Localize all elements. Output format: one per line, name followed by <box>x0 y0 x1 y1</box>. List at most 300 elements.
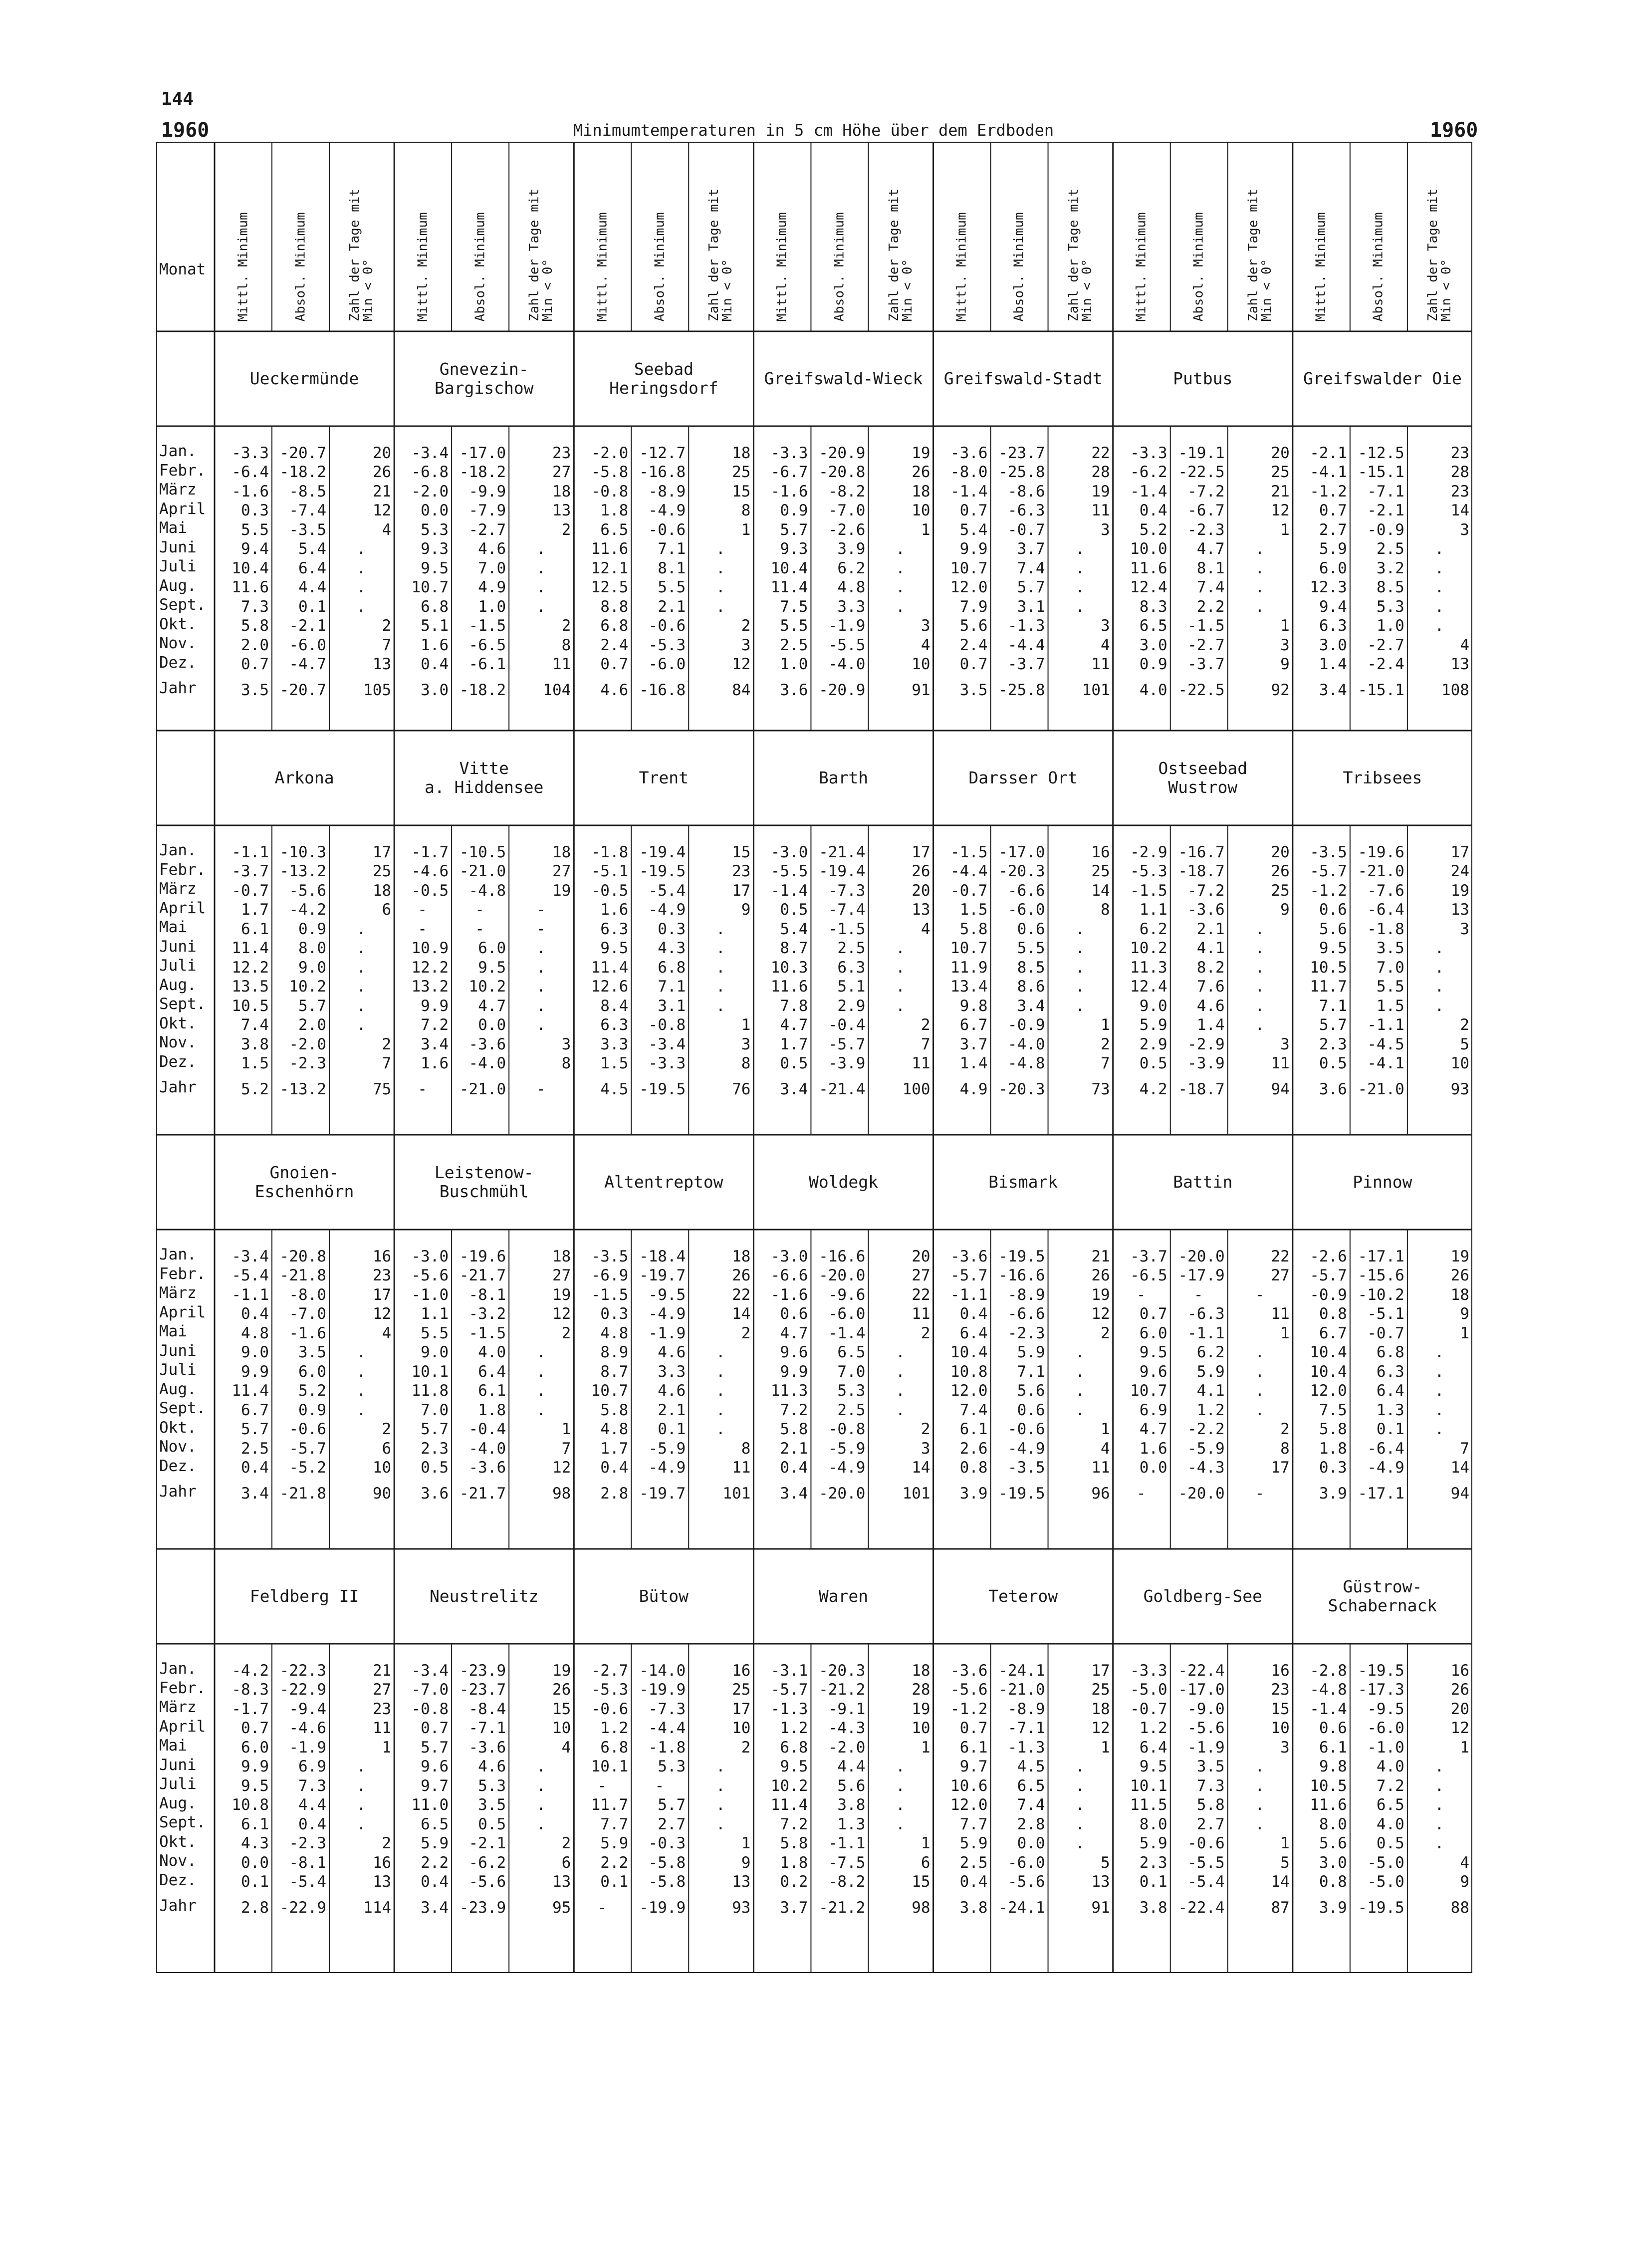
frost-days-cell: . <box>716 1815 725 1833</box>
absolute-minimum-cell: -7.1 <box>468 1719 506 1738</box>
frost-days-cell: 2 <box>1101 1035 1110 1053</box>
mean-minimum-cell: -3.3 <box>232 444 269 462</box>
mean-minimum-cell: - <box>418 920 427 938</box>
column-header: Zahl der Tage mit Min < 0° <box>1245 188 1274 321</box>
annual-absolute-minimum-cell: -18.2 <box>459 681 506 699</box>
frost-days-cell: . <box>1255 1776 1265 1795</box>
mean-minimum-cell: -3.5 <box>1310 843 1347 861</box>
absolute-minimum-cell: 3.5 <box>298 1343 326 1362</box>
absolute-minimum-cell: 2.1 <box>658 1401 686 1419</box>
frost-days-cell: 18 <box>552 482 571 501</box>
month-label: Juni <box>159 1341 197 1360</box>
absolute-minimum-cell: -4.9 <box>828 1459 866 1477</box>
frost-days-cell: 11 <box>1091 655 1110 674</box>
frost-days-cell: . <box>1255 978 1265 996</box>
mean-minimum-cell: 0.4 <box>959 1305 988 1323</box>
absolute-minimum-cell: -4.4 <box>1007 636 1045 654</box>
frost-days-cell: 12 <box>1271 502 1290 520</box>
frost-days-cell: 14 <box>1450 502 1469 520</box>
absolute-minimum-cell: 5.6 <box>837 1776 866 1795</box>
mean-minimum-cell: 6.3 <box>600 1016 629 1034</box>
month-label: Nov. <box>159 1852 197 1870</box>
frost-days-cell: . <box>1255 597 1265 616</box>
frost-days-cell: 13 <box>912 901 930 919</box>
mean-minimum-cell: 10.7 <box>591 1382 629 1400</box>
mean-minimum-cell: 1.8 <box>780 1853 808 1872</box>
absolute-minimum-cell: 4.1 <box>1196 1382 1225 1400</box>
mean-minimum-cell: 13.5 <box>232 978 269 996</box>
frost-days-cell: 9 <box>1460 1305 1469 1323</box>
frost-days-cell: 23 <box>1271 1681 1290 1699</box>
frost-days-cell: 10 <box>912 1719 930 1738</box>
mean-minimum-cell: 5.9 <box>1139 1834 1167 1853</box>
absolute-minimum-cell: -6.4 <box>1367 1439 1404 1458</box>
absolute-minimum-cell: -20.3 <box>998 862 1045 881</box>
mean-minimum-cell: 1.7 <box>600 1439 629 1458</box>
frost-days-cell: 2 <box>382 1420 392 1439</box>
absolute-minimum-cell: -17.1 <box>1358 1247 1404 1265</box>
month-label: Jan. <box>159 1660 197 1678</box>
absolute-minimum-cell: 3.8 <box>837 1796 866 1814</box>
absolute-minimum-cell: 0.9 <box>298 920 326 938</box>
frost-days-cell: 25 <box>1091 862 1110 881</box>
mean-minimum-cell: 3.7 <box>959 1035 988 1053</box>
frost-days-cell: . <box>1434 1815 1444 1833</box>
annual-frost-days-cell: 95 <box>552 1898 571 1917</box>
mean-minimum-cell: 9.8 <box>959 997 988 1015</box>
annual-frost-days-cell: - <box>536 1080 546 1098</box>
mean-minimum-cell: 5.8 <box>241 617 269 635</box>
mean-minimum-cell: 9.0 <box>421 1343 449 1362</box>
frost-days-cell: 20 <box>912 1247 930 1265</box>
absolute-minimum-cell: 5.9 <box>1017 1343 1045 1362</box>
frost-days-cell: 1 <box>1460 1738 1469 1757</box>
month-label: März <box>159 880 197 898</box>
mean-minimum-cell: 6.7 <box>959 1016 988 1034</box>
mean-minimum-cell: -4.4 <box>950 862 988 881</box>
frost-days-cell: . <box>536 939 546 958</box>
absolute-minimum-cell: 5.2 <box>298 1382 326 1400</box>
frost-days-cell: . <box>896 1382 905 1400</box>
mean-minimum-cell: 9.3 <box>780 540 808 558</box>
absolute-minimum-cell: -19.5 <box>998 1247 1045 1265</box>
absolute-minimum-cell: -1.1 <box>1187 1324 1225 1342</box>
frost-days-cell: . <box>1255 578 1265 597</box>
absolute-minimum-cell: -19.4 <box>819 862 866 881</box>
annual-frost-days-cell: 108 <box>1441 681 1469 699</box>
month-label: Mai <box>159 1737 187 1755</box>
mean-minimum-cell: 9.7 <box>421 1776 449 1795</box>
absolute-minimum-cell: -7.0 <box>289 1305 326 1323</box>
frost-days-cell: . <box>1255 1401 1265 1419</box>
mean-minimum-cell: 0.0 <box>1139 1459 1167 1477</box>
absolute-minimum-cell: -4.6 <box>289 1719 326 1738</box>
absolute-minimum-cell: -0.7 <box>1007 520 1045 539</box>
annual-absolute-minimum-cell: -23.9 <box>459 1898 506 1917</box>
absolute-minimum-cell: 0.6 <box>1017 1401 1045 1419</box>
mean-minimum-cell: 11.4 <box>232 939 269 958</box>
mean-minimum-cell: 9.4 <box>241 540 269 558</box>
absolute-minimum-cell: -5.6 <box>1187 1719 1225 1738</box>
frost-days-cell: 13 <box>1091 1873 1110 1891</box>
absolute-minimum-cell: 9.0 <box>298 958 326 977</box>
absolute-minimum-cell: -5.2 <box>289 1459 326 1477</box>
absolute-minimum-cell: 7.1 <box>658 540 686 558</box>
absolute-minimum-cell: -17.3 <box>1358 1681 1404 1699</box>
absolute-minimum-cell: -18.4 <box>639 1247 686 1265</box>
absolute-minimum-cell: -2.3 <box>1187 520 1225 539</box>
mean-minimum-cell: 5.9 <box>1319 540 1347 558</box>
mean-minimum-cell: -3.3 <box>1130 1661 1167 1680</box>
mean-minimum-cell: -5.0 <box>1130 1681 1167 1699</box>
frost-days-cell: 8 <box>741 502 751 520</box>
absolute-minimum-cell: -5.6 <box>1007 1873 1045 1891</box>
annual-frost-days-cell: 84 <box>732 681 751 699</box>
frost-days-cell: . <box>356 1382 366 1400</box>
frost-days-cell: . <box>356 920 366 938</box>
absolute-minimum-cell: 6.4 <box>1376 1382 1404 1400</box>
mean-minimum-cell: 5.5 <box>780 617 808 635</box>
absolute-minimum-cell: 2.7 <box>658 1815 686 1833</box>
absolute-minimum-cell: -20.9 <box>819 444 866 462</box>
absolute-minimum-cell: -1.9 <box>828 617 866 635</box>
station-name: Teterow <box>988 1586 1058 1606</box>
frost-days-cell: . <box>716 1796 725 1814</box>
frost-days-cell: . <box>1075 920 1085 938</box>
mean-minimum-cell: 6.9 <box>1139 1401 1167 1419</box>
frost-days-cell: 4 <box>382 1324 392 1342</box>
absolute-minimum-cell: -3.6 <box>1187 901 1225 919</box>
frost-days-cell: . <box>1075 1401 1085 1419</box>
absolute-minimum-cell: -0.8 <box>828 1420 866 1439</box>
station-name: Gnoien- Eschenhörn <box>254 1163 354 1201</box>
mean-minimum-cell: 5.6 <box>1319 1834 1347 1853</box>
mean-minimum-cell: 1.6 <box>421 636 449 654</box>
month-label: Febr. <box>159 860 206 879</box>
mean-minimum-cell: 7.2 <box>780 1401 808 1419</box>
column-header: Mittl. Minimum <box>415 212 430 321</box>
frost-days-cell: 14 <box>732 1305 751 1323</box>
mean-minimum-cell: -3.3 <box>1130 444 1167 462</box>
frost-days-cell: 26 <box>732 1266 751 1285</box>
mean-minimum-cell: 1.6 <box>600 901 629 919</box>
month-label: Jan. <box>159 1246 197 1263</box>
frost-days-cell: 18 <box>372 881 392 900</box>
absolute-minimum-cell: -9.1 <box>828 1700 866 1718</box>
mean-minimum-cell: 4.8 <box>600 1324 629 1342</box>
mean-minimum-cell: 10.2 <box>1130 939 1167 958</box>
frost-days-cell: . <box>1075 559 1085 577</box>
annual-frost-days-cell: 96 <box>1091 1484 1110 1503</box>
annual-frost-days-cell: 93 <box>732 1898 751 1917</box>
mean-minimum-cell: -0.7 <box>950 881 988 900</box>
absolute-minimum-cell: -2.6 <box>828 520 866 539</box>
month-label: Dez. <box>159 1871 197 1889</box>
absolute-minimum-cell: 8.5 <box>1017 958 1045 977</box>
mean-minimum-cell: 0.7 <box>959 502 988 520</box>
annual-mean-minimum-cell: - <box>597 1898 607 1917</box>
absolute-minimum-cell: 3.4 <box>1017 997 1045 1015</box>
column-header: Zahl der Tage mit Min < 0° <box>526 188 556 321</box>
frost-days-cell: 7 <box>1460 1439 1469 1458</box>
month-label: Nov. <box>159 634 197 652</box>
mean-minimum-cell: -6.2 <box>1130 463 1167 482</box>
column-header: Absol. Minimum <box>1011 212 1027 321</box>
station-name: Güstrow- Schabernack <box>1328 1577 1437 1615</box>
absolute-minimum-cell: -14.0 <box>639 1661 686 1680</box>
frost-days-cell: 22 <box>912 1285 930 1304</box>
mean-minimum-cell: -0.9 <box>1310 1285 1347 1304</box>
frost-days-cell: . <box>1434 997 1444 1015</box>
month-label: Juli <box>159 557 197 575</box>
frost-days-cell: . <box>896 958 905 977</box>
absolute-minimum-cell: -6.3 <box>1007 502 1045 520</box>
annual-absolute-minimum-cell: -21.7 <box>459 1484 506 1503</box>
frost-days-cell: 12 <box>372 1305 392 1323</box>
absolute-minimum-cell: -3.9 <box>1187 1054 1225 1073</box>
absolute-minimum-cell: -0.4 <box>468 1420 506 1439</box>
frost-days-cell: 26 <box>912 862 930 881</box>
frost-days-cell: 26 <box>552 1681 571 1699</box>
mean-minimum-cell: 6.0 <box>1139 1324 1167 1342</box>
mean-minimum-cell: 0.4 <box>421 655 449 674</box>
mean-minimum-cell: 3.0 <box>1319 636 1347 654</box>
mean-minimum-cell: -5.8 <box>591 463 629 482</box>
mean-minimum-cell: 12.3 <box>1310 578 1347 597</box>
jahr-label: Jahr <box>159 679 197 697</box>
absolute-minimum-cell: -2.3 <box>289 1834 326 1853</box>
absolute-minimum-cell: 4.8 <box>837 578 866 597</box>
mean-minimum-cell: 10.5 <box>1310 1776 1347 1795</box>
absolute-minimum-cell: -16.7 <box>1178 843 1225 861</box>
absolute-minimum-cell: 6.0 <box>298 1362 326 1381</box>
frost-days-cell: 18 <box>912 482 930 501</box>
absolute-minimum-cell: -2.7 <box>1367 636 1404 654</box>
frost-days-cell: 27 <box>552 463 571 482</box>
frost-days-cell: 2 <box>921 1420 930 1439</box>
mean-minimum-cell: 7.4 <box>959 1401 988 1419</box>
mean-minimum-cell: 1.7 <box>241 901 269 919</box>
frost-days-cell: . <box>896 1776 905 1795</box>
mean-minimum-cell: -3.0 <box>770 1247 808 1265</box>
absolute-minimum-cell: -4.9 <box>648 502 686 520</box>
mean-minimum-cell: 0.8 <box>1319 1873 1347 1891</box>
mean-minimum-cell: 11.8 <box>411 1382 449 1400</box>
frost-days-cell: . <box>1075 1343 1085 1362</box>
frost-days-cell: . <box>536 1758 546 1776</box>
frost-days-cell: 27 <box>552 1266 571 1285</box>
mean-minimum-cell: -1.4 <box>1310 1700 1347 1718</box>
frost-days-cell: 25 <box>732 463 751 482</box>
mean-minimum-cell: -2.0 <box>591 444 629 462</box>
mean-minimum-cell: 0.1 <box>1139 1873 1167 1891</box>
absolute-minimum-cell: 1.4 <box>1196 1016 1225 1034</box>
absolute-minimum-cell: 4.0 <box>1376 1758 1404 1776</box>
mean-minimum-cell: -1.6 <box>770 1285 808 1304</box>
station-name: Tribsees <box>1343 768 1422 788</box>
absolute-minimum-cell: -0.9 <box>1367 520 1404 539</box>
station-name: Greifswalder Oie <box>1303 369 1462 389</box>
frost-days-cell: 10 <box>912 502 930 520</box>
frost-days-cell: . <box>1075 1362 1085 1381</box>
frost-days-cell: 18 <box>1091 1700 1110 1718</box>
mean-minimum-cell: 9.5 <box>600 939 629 958</box>
absolute-minimum-cell: 4.3 <box>658 939 686 958</box>
absolute-minimum-cell: 0.4 <box>298 1815 326 1833</box>
annual-absolute-minimum-cell: -25.8 <box>998 681 1045 699</box>
mean-minimum-cell: 2.3 <box>421 1439 449 1458</box>
frost-days-cell: . <box>1434 1796 1444 1814</box>
absolute-minimum-cell: -19.7 <box>639 1266 686 1285</box>
frost-days-cell: 22 <box>1271 1247 1290 1265</box>
mean-minimum-cell: 2.4 <box>959 636 988 654</box>
absolute-minimum-cell: -16.6 <box>998 1266 1045 1285</box>
mean-minimum-cell: 11.4 <box>770 578 808 597</box>
frost-days-cell: . <box>536 997 546 1015</box>
absolute-minimum-cell: -5.1 <box>1367 1305 1404 1323</box>
frost-days-cell: 26 <box>372 463 392 482</box>
frost-days-cell: . <box>1434 1401 1444 1419</box>
absolute-minimum-cell: 4.7 <box>478 997 506 1015</box>
mean-minimum-cell: 5.3 <box>421 520 449 539</box>
absolute-minimum-cell: -5.7 <box>828 1035 866 1053</box>
mean-minimum-cell: 6.8 <box>600 617 629 635</box>
month-label: Okt. <box>159 1014 197 1032</box>
frost-days-cell: 20 <box>1271 843 1290 861</box>
annual-mean-minimum-cell: 3.9 <box>1319 1484 1347 1503</box>
absolute-minimum-cell: -15.6 <box>1358 1266 1404 1285</box>
absolute-minimum-cell: - <box>475 920 484 938</box>
mean-minimum-cell: 11.6 <box>591 540 629 558</box>
frost-days-cell: . <box>896 939 905 958</box>
column-header: Absol. Minimum <box>472 212 487 321</box>
annual-absolute-minimum-cell: -19.5 <box>998 1484 1045 1503</box>
month-label: Febr. <box>159 461 206 480</box>
mean-minimum-cell: 0.6 <box>1319 901 1347 919</box>
mean-minimum-cell: 1.1 <box>1139 901 1167 919</box>
frost-days-cell: . <box>896 1815 905 1833</box>
mean-minimum-cell: 0.7 <box>959 655 988 674</box>
frost-days-cell: 2 <box>561 520 571 539</box>
frost-days-cell: 1 <box>1280 520 1290 539</box>
month-label: Sept. <box>159 1813 206 1831</box>
mean-minimum-cell: -3.4 <box>411 1661 449 1680</box>
absolute-minimum-cell: 5.9 <box>1196 1362 1225 1381</box>
annual-mean-minimum-cell: 3.0 <box>421 681 449 699</box>
month-label: April <box>159 500 206 518</box>
absolute-minimum-cell: 7.4 <box>1017 1796 1045 1814</box>
year-left: 1960 <box>161 119 210 142</box>
frost-days-cell: . <box>896 559 905 577</box>
mean-minimum-cell: 2.5 <box>959 1853 988 1872</box>
absolute-minimum-cell: -1.5 <box>1187 617 1225 635</box>
mean-minimum-cell: -3.1 <box>770 1661 808 1680</box>
absolute-minimum-cell: 5.5 <box>1017 939 1045 958</box>
mean-minimum-cell: 5.6 <box>1319 920 1347 938</box>
mean-minimum-cell: 2.3 <box>1139 1853 1167 1872</box>
absolute-minimum-cell: -2.4 <box>1367 655 1404 674</box>
frost-days-cell: 11 <box>912 1305 930 1323</box>
mean-minimum-cell: 6.5 <box>421 1815 449 1833</box>
mean-minimum-cell: 0.8 <box>1319 1305 1347 1323</box>
frost-days-cell: 8 <box>561 1054 571 1073</box>
mean-minimum-cell: 4.7 <box>780 1324 808 1342</box>
frost-days-cell: 22 <box>732 1285 751 1304</box>
frost-days-cell: 10 <box>912 655 930 674</box>
absolute-minimum-cell: 5.7 <box>298 997 326 1015</box>
frost-days-cell: 13 <box>552 502 571 520</box>
station-name: Darsser Ort <box>968 768 1078 788</box>
mean-minimum-cell: 4.8 <box>600 1420 629 1439</box>
mean-minimum-cell: 10.1 <box>1130 1776 1167 1795</box>
absolute-minimum-cell: -7.2 <box>1187 482 1225 501</box>
absolute-minimum-cell: 4.6 <box>658 1382 686 1400</box>
frost-days-cell: . <box>1075 1382 1085 1400</box>
frost-days-cell: 11 <box>372 1719 392 1738</box>
absolute-minimum-cell: -19.6 <box>1358 843 1404 861</box>
frost-days-cell: . <box>536 1016 546 1034</box>
frost-days-cell: . <box>536 1776 546 1795</box>
frost-days-cell: 16 <box>1450 1661 1469 1680</box>
frost-days-cell: 20 <box>1271 444 1290 462</box>
frost-days-cell: . <box>1434 597 1444 616</box>
mean-minimum-cell: -6.5 <box>1130 1266 1167 1285</box>
mean-minimum-cell: 5.9 <box>421 1834 449 1853</box>
absolute-minimum-cell: -21.0 <box>998 1681 1045 1699</box>
station-name: Leistenow- Buschmühl <box>434 1163 534 1201</box>
mean-minimum-cell: 3.4 <box>421 1035 449 1053</box>
absolute-minimum-cell: 0.9 <box>298 1401 326 1419</box>
mean-minimum-cell: - <box>1136 1285 1146 1304</box>
mean-minimum-cell: 7.7 <box>959 1815 988 1833</box>
frost-days-cell: . <box>716 1401 725 1419</box>
frost-days-cell: . <box>536 1815 546 1833</box>
mean-minimum-cell: 6.1 <box>1319 1738 1347 1757</box>
mean-minimum-cell: 6.1 <box>959 1420 988 1439</box>
mean-minimum-cell: 1.4 <box>959 1054 988 1073</box>
absolute-minimum-cell: -2.7 <box>468 520 506 539</box>
mean-minimum-cell: 9.6 <box>421 1758 449 1776</box>
frost-days-cell: 8 <box>1101 901 1110 919</box>
absolute-minimum-cell: -9.4 <box>289 1700 326 1718</box>
mean-minimum-cell: 6.0 <box>241 1738 269 1757</box>
absolute-minimum-cell: - <box>655 1776 665 1795</box>
month-label: Mai <box>159 1322 187 1340</box>
annual-frost-days-cell: - <box>1255 1484 1265 1503</box>
mean-minimum-cell: 6.0 <box>1319 559 1347 577</box>
annual-absolute-minimum-cell: -19.5 <box>639 1080 686 1098</box>
mean-minimum-cell: 9.0 <box>1139 997 1167 1015</box>
frost-days-cell: . <box>536 958 546 977</box>
month-label: April <box>159 1717 206 1736</box>
annual-absolute-minimum-cell: -19.9 <box>639 1898 686 1917</box>
annual-mean-minimum-cell: 4.5 <box>600 1080 629 1098</box>
absolute-minimum-cell: -6.4 <box>1367 901 1404 919</box>
mean-minimum-cell: 5.7 <box>241 1420 269 1439</box>
mean-minimum-cell: 7.7 <box>600 1815 629 1833</box>
absolute-minimum-cell: 2.5 <box>1376 540 1404 558</box>
absolute-minimum-cell: -1.8 <box>648 1738 686 1757</box>
mean-minimum-cell: 1.2 <box>1139 1719 1167 1738</box>
frost-days-cell: 13 <box>1450 901 1469 919</box>
frost-days-cell: 10 <box>552 1719 571 1738</box>
frost-days-cell: 3 <box>741 1035 751 1053</box>
mean-minimum-cell: 9.6 <box>780 1343 808 1362</box>
absolute-minimum-cell: -9.6 <box>828 1285 866 1304</box>
frost-days-cell: 13 <box>372 1873 392 1891</box>
column-header: Zahl der Tage mit Min < 0° <box>706 188 735 321</box>
mean-minimum-cell: 7.3 <box>241 597 269 616</box>
